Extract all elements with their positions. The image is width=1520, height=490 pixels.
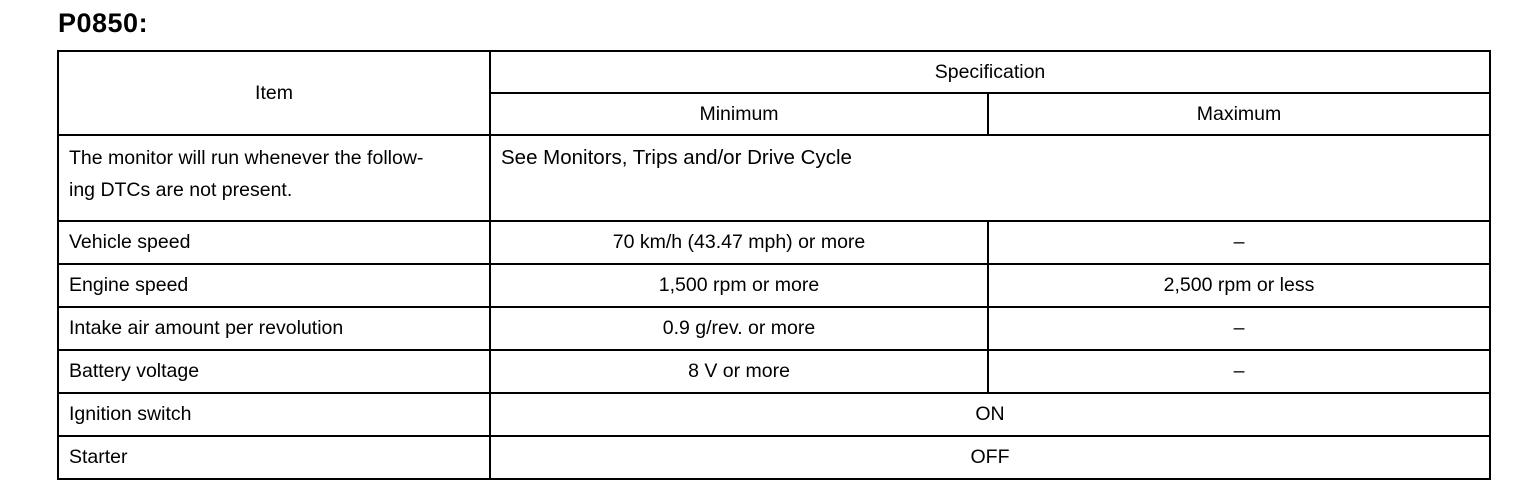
row-minimum: 70 km/h (43.47 mph) or more bbox=[490, 221, 988, 264]
row-item: Vehicle speed bbox=[58, 221, 490, 264]
row-maximum: – bbox=[988, 307, 1490, 350]
row-maximum: – bbox=[988, 221, 1490, 264]
page-title: P0850: bbox=[58, 8, 149, 38]
row-item: Battery voltage bbox=[58, 350, 490, 393]
row-minimum: 1,500 rpm or more bbox=[490, 264, 988, 307]
header-item: Item bbox=[58, 51, 490, 135]
row-item: Starter bbox=[58, 436, 490, 479]
row-item: Engine speed bbox=[58, 264, 490, 307]
row-minimum: 8 V or more bbox=[490, 350, 988, 393]
row-maximum: 2,500 rpm or less bbox=[988, 264, 1490, 307]
table-row bbox=[58, 264, 1490, 307]
row-item-line-1: The monitor will run whenever the follow- bbox=[69, 147, 424, 169]
table-row bbox=[58, 221, 1490, 264]
row-spec: ON bbox=[490, 393, 1490, 436]
row-item: Ignition switch bbox=[58, 393, 490, 436]
row-spec: OFF bbox=[490, 436, 1490, 479]
row-spec: See Monitors, Trips and/or Drive Cycle bbox=[490, 135, 1490, 221]
row-minimum: 0.9 g/rev. or more bbox=[490, 307, 988, 350]
row-item-line-2: ing DTCs are not present. bbox=[69, 179, 293, 201]
table-row bbox=[58, 393, 1490, 436]
row-item bbox=[58, 135, 490, 221]
header-specification: Specification bbox=[490, 51, 1490, 93]
table-row bbox=[58, 436, 1490, 479]
table-row bbox=[58, 307, 1490, 350]
header-minimum: Minimum bbox=[490, 93, 988, 135]
specification-table bbox=[57, 50, 1491, 480]
header-row bbox=[58, 51, 1490, 93]
header-maximum: Maximum bbox=[988, 93, 1490, 135]
table-row bbox=[58, 135, 1490, 221]
row-item: Intake air amount per revolution bbox=[58, 307, 490, 350]
row-maximum: – bbox=[988, 350, 1490, 393]
table-row bbox=[58, 350, 1490, 393]
